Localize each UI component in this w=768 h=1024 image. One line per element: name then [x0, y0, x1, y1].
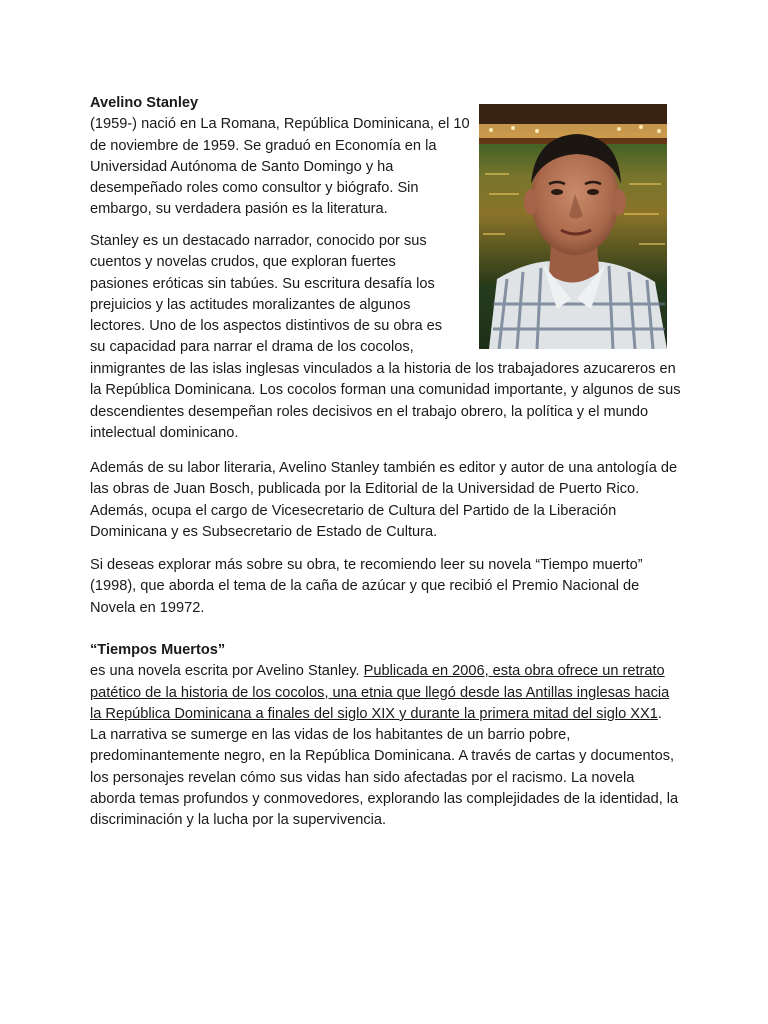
novel-section [90, 640, 682, 832]
p2-line-4: prejuicios y las actitudes moralizantes de algunos [90, 296, 411, 313]
author-photo [479, 104, 667, 349]
p2-line-6: su capacidad para narrar el drama de los cocolos, [90, 339, 414, 356]
bio-paragraph-2-rest-block [90, 359, 682, 444]
novel-underlined-text[interactable]: Publicada en 2006, esta obra ofrece un retrato patético de la historia de los cocolos, una etnia que llegó desde las Antillas inglesas hacia la República Dominicana a finales del siglo XIX y durante la primera mitad del siglo XX1 [90, 663, 670, 722]
bio-paragraph-1: (1959-) nació en La Romana, República Dominicana, el 10 de noviembre de 1959. Se graduó en Economía en la Universidad Autónoma de Santo Domingo y ha desempeñado roles como consultor y biógrafo. Sin embargo, su verdadera pasión es la literatura. [90, 116, 470, 218]
novel-paragraph [90, 661, 682, 831]
author-heading: Avelino Stanley [90, 95, 199, 111]
bio-paragraph-3-block [90, 458, 682, 543]
novel-heading: “Tiempos Muertos” [90, 642, 226, 658]
p2-line-1: Stanley es un destacado narrador, conocido por sus [90, 233, 427, 249]
bio-paragraph-4: Si deseas explorar más sobre su obra, te recomiendo leer su novela “Tiempo muerto” (1998), que aborda el tema de la caña de azúcar y que recibió el Premio Nacional de Novela en 19972. [90, 557, 643, 616]
bio-paragraph-2-rest: inmigrantes de las islas inglesas vinculados a la historia de los trabajadores azucareros en la República Dominicana. Los cocolos forman una comunidad importante, y algunos de sus descendientes desempeñan roles decisivos en el trabajo obrero, la política y el mundo intelectual dominicano. [90, 361, 681, 441]
novel-rest: . La narrativa se sumerge en las vidas de los habitantes de un barrio pobre, predominantemente negro, en la República Dominicana. A través de cartas y documentos, los personajes revelan cómo sus vidas han sido afectadas por el racismo. La novela aborda temas profundos y conmovedores, explorando las complejidades de la identidad, la discriminación y la lucha por la supervivencia. [90, 705, 679, 829]
p2-line-2: cuentos y novelas crudos, que exploran fuertes [90, 254, 396, 271]
intro-block [90, 93, 470, 221]
bio-paragraph-2-top [90, 231, 470, 359]
novel-intro: es una novela escrita por Avelino Stanley. [90, 663, 364, 680]
p2-line-5: lectores. Uno de los aspectos distintivos de su obra es [90, 318, 443, 335]
p2-line-3: pasiones eróticas sin tabúes. Su escritura desafía los [90, 275, 435, 292]
bio-paragraph-3: Además de su labor literaria, Avelino Stanley también es editor y autor de una antología de las obras de Juan Bosch, publicada por la Editorial de la Universidad de Puerto Rico. Además, ocupa el cargo de Vicesecretario de Cultura del Partido de la Liberación Dominicana y es Subsecretario de Estado de Cultura. [90, 460, 678, 540]
bio-paragraph-4-block [90, 555, 670, 619]
